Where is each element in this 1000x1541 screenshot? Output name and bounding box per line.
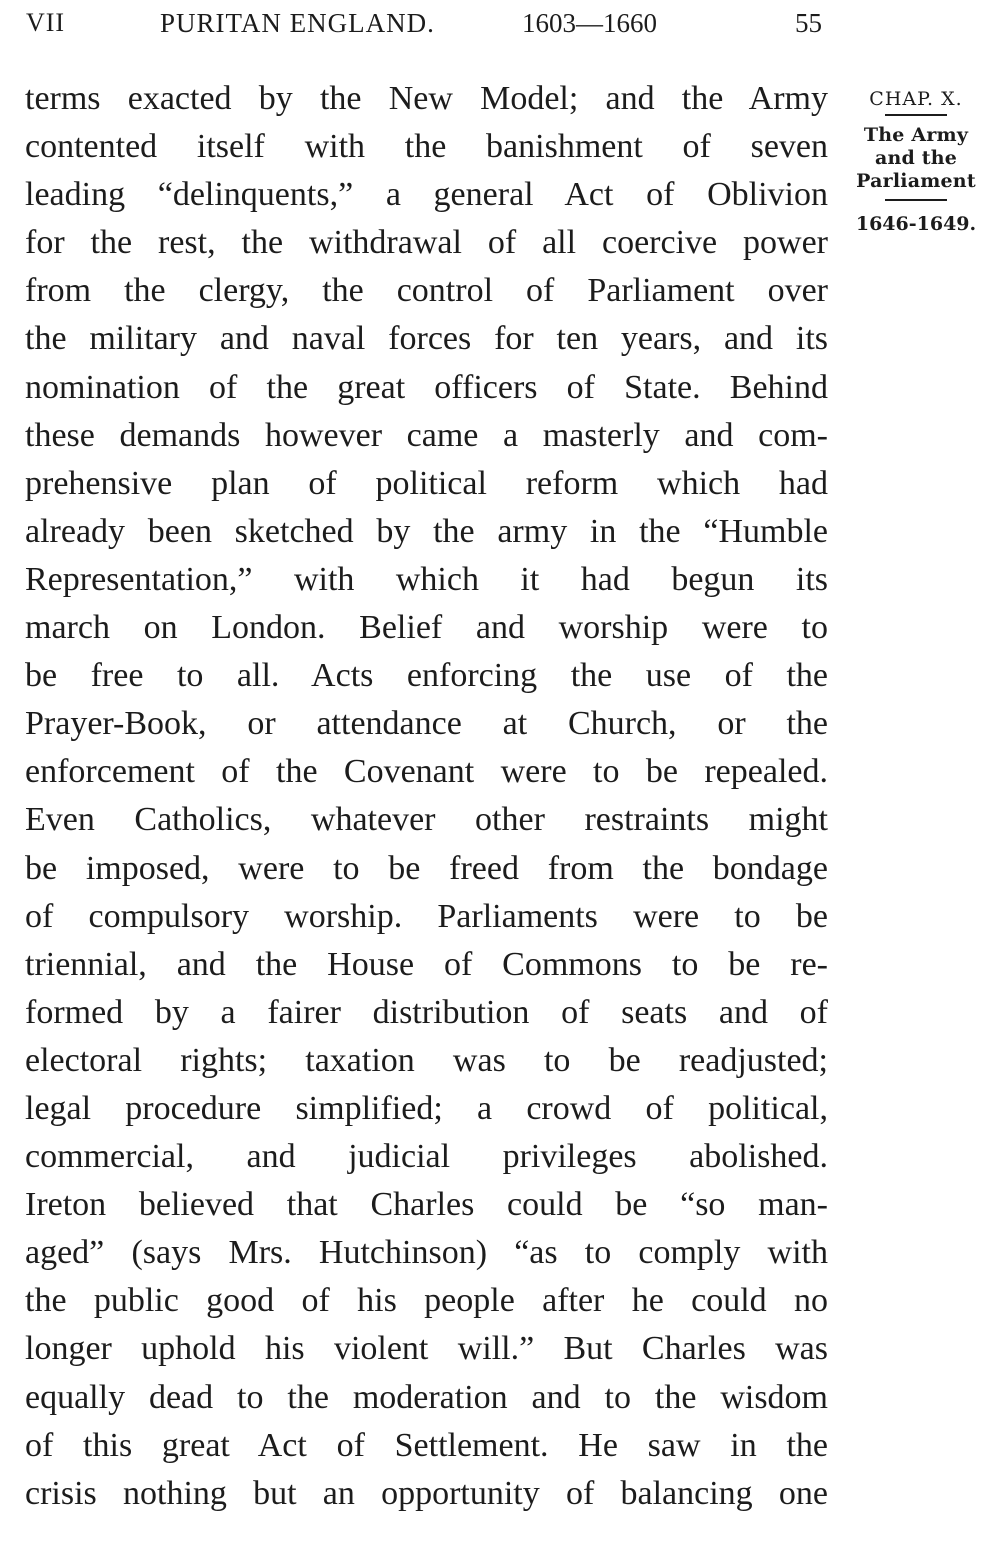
text-line: already been sketched by the army in the “Humble (25, 512, 828, 550)
text-line: electoral rights; taxation was to be readjusted; (25, 1041, 828, 1079)
text-line: these demands however came a masterly and com- (25, 416, 828, 454)
text-line: enforcement of the Covenant were to be repealed. (25, 753, 828, 791)
text-line: Ireton believed that Charles could be “so man- (25, 1186, 828, 1224)
margin-topic-line: Parliament (856, 170, 976, 192)
text-line: leading “delinquents,” a general Act of Oblivion (25, 176, 828, 214)
running-title: PURITAN ENGLAND. (160, 8, 435, 38)
text-line: aged” (says Mrs. Hutchinson) “as to comply with (25, 1234, 828, 1272)
margin-topic-line: and the (874, 147, 958, 169)
text-line: longer uphold his violent will.” But Charles was (25, 1330, 828, 1368)
margin-topic-line: The Army (863, 124, 969, 146)
text-line: Even Catholics, whatever other restraints might (25, 801, 828, 839)
text-line: be free to all. Acts enforcing the use of the (25, 657, 828, 695)
text-line: of compulsory worship. Parliaments were to be (25, 897, 828, 935)
text-line: the military and naval forces for ten years, and its (25, 320, 828, 358)
text-line: Representation,” with which it had begun its (25, 560, 828, 598)
text-line: triennial, and the House of Commons to be re- (25, 945, 828, 983)
text-line: equally dead to the moderation and to the wisdom (25, 1378, 828, 1416)
text-line: legal procedure simplified; a crowd of political, (25, 1089, 828, 1127)
marginal-notes (842, 84, 990, 239)
text-line: march on London. Belief and worship were to (25, 609, 828, 647)
body-text (25, 75, 828, 1518)
running-head (0, 0, 1000, 50)
page-number: 55 (795, 8, 822, 38)
text-line: the public good of his people after he could no (25, 1282, 828, 1320)
text-line: for the rest, the withdrawal of all coercive power (25, 224, 828, 262)
chapter-section-number: VII (26, 8, 66, 37)
margin-topic (842, 116, 990, 199)
text-line: contented itself with the banishment of seven (25, 128, 828, 166)
text-line: of this great Act of Settlement. He saw in the (25, 1426, 828, 1464)
text-line: from the clergy, the control of Parliament over (25, 272, 828, 310)
running-dates: 1603—1660 (522, 8, 657, 38)
text-line: crisis nothing but an opportunity of balancing one (25, 1474, 828, 1512)
text-line: prehensive plan of political reform which had (25, 464, 828, 502)
text-line: Prayer-Book, or attendance at Church, or the (25, 705, 828, 743)
text-line: formed by a fairer distribution of seats and of (25, 993, 828, 1031)
margin-chapter-label: CHAP. X. (869, 88, 963, 110)
text-line: be imposed, were to be freed from the bondage (25, 849, 828, 887)
text-line: commercial, and judicial privileges abolished. (25, 1138, 828, 1176)
margin-years: 1646-1649. (855, 213, 977, 235)
text-line: nomination of the great officers of State. Behind (25, 368, 828, 406)
text-line: terms exacted by the New Model; and the Army (25, 80, 828, 117)
